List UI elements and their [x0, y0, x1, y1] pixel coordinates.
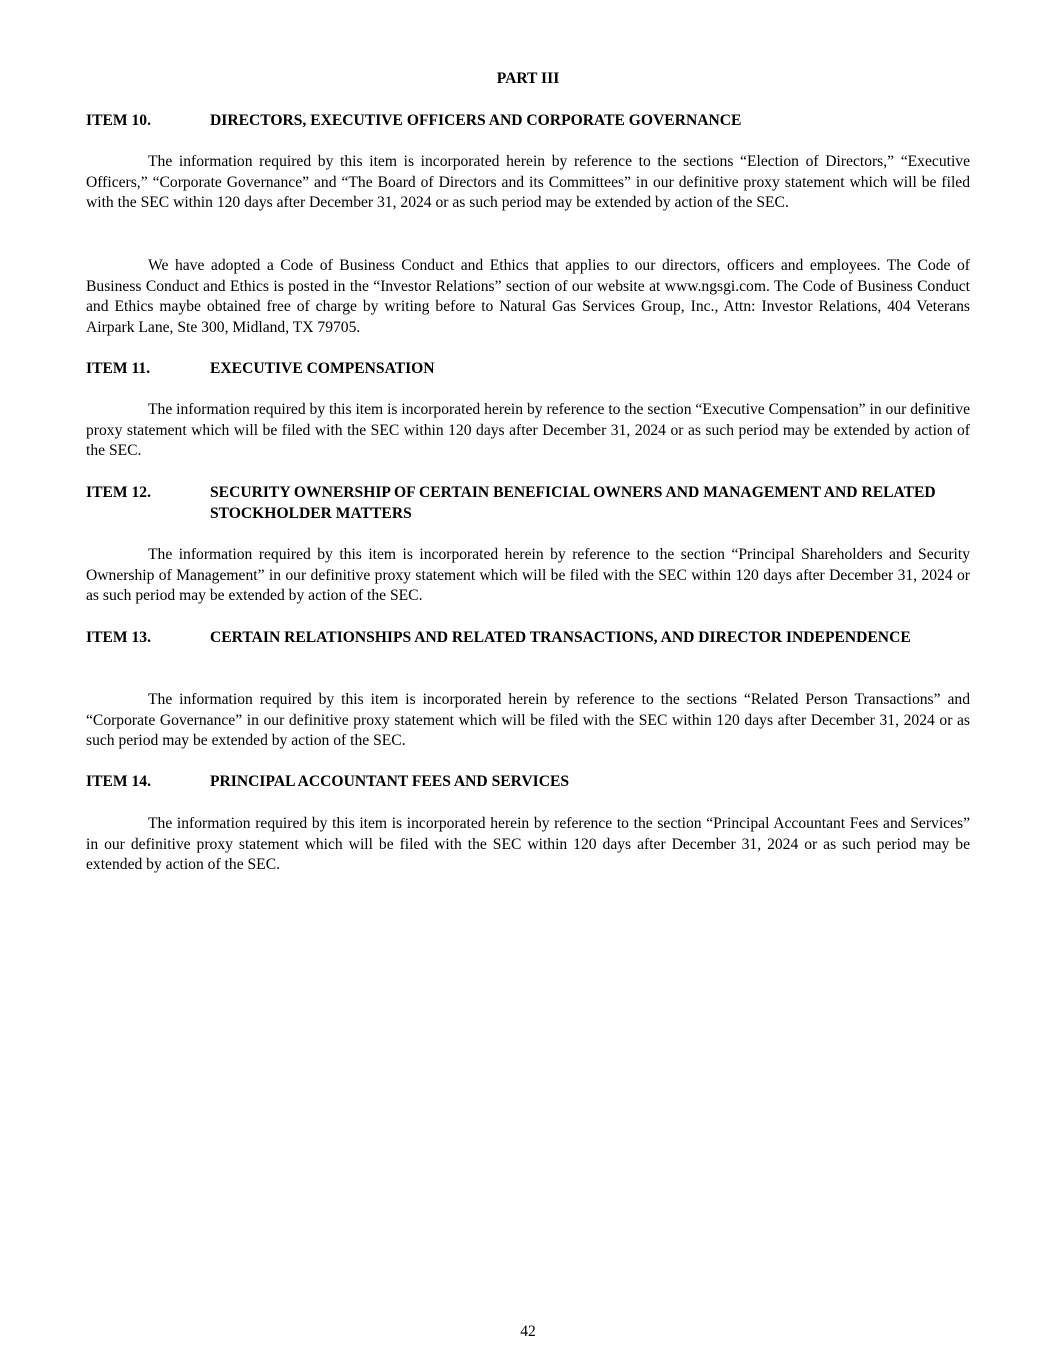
item-14-paragraph: The information required by this item is incorporated herein by reference to the section “Principal Accountant Fees and Services” in our definitive proxy statement which will be filed with the SEC within 120 days after December 31, 2024 or as such period may be extended by action of the SEC. — [86, 815, 970, 874]
item-13-paragraph: The information required by this item is incorporated herein by reference to the sections “Related Person Transactions” and “Corporate Governance” in our definitive proxy statement which will be filed with the SEC within 120 days after December 31, 2024 or as such period may be extended by action of the SEC. — [86, 691, 970, 750]
item-number: ITEM 14. — [86, 773, 151, 790]
item-title: SECURITY OWNERSHIP OF CERTAIN BENEFICIAL OWNERS AND MANAGEMENT AND RELATED STOCKHOLDER MATTERS — [210, 484, 936, 522]
item-10-paragraph-1: The information required by this item is incorporated herein by reference to the sections “Election of Directors,” “Executive Officers,” “Corporate Governance” and “The Board of Directors and its Committees” in our definitive proxy statement which will be filed with the SEC within 120 days after December 31, 2024 or as such period may be extended by action of the SEC. — [86, 153, 970, 212]
item-title: PRINCIPAL ACCOUNTANT FEES AND SERVICES — [210, 773, 570, 790]
item-number: ITEM 10. — [86, 112, 151, 129]
item-number: ITEM 11. — [86, 360, 151, 377]
item-title: EXECUTIVE COMPENSATION — [210, 360, 435, 377]
item-12-paragraph: The information required by this item is incorporated herein by reference to the section “Principal Shareholders and Security Ownership of Management” in our definitive proxy statement which will be filed with the SEC within 120 days after December 31, 2024 or as such period may be extended by action of the SEC. — [86, 546, 970, 605]
item-title: DIRECTORS, EXECUTIVE OFFICERS AND CORPORATE GOVERNANCE — [210, 112, 742, 129]
document-page — [86, 0, 970, 1365]
item-title: CERTAIN RELATIONSHIPS AND RELATED TRANSACTIONS, AND DIRECTOR INDEPENDENCE — [210, 629, 911, 646]
item-10-paragraph-2: We have adopted a Code of Business Conduct and Ethics that applies to our directors, officers and employees. The Code of Business Conduct and Ethics is posted in the “Investor Relations” section of our website at www.ngsgi.com. The Code of Business Conduct and Ethics maybe obtained free of charge by writing before to Natural Gas Services Group, Inc., Attn: Investor Relations, 404 Veterans Airpark Lane, Ste 300, Midland, TX 79705. — [86, 257, 970, 336]
page-number: 42 — [520, 1323, 536, 1340]
item-number: ITEM 12. — [86, 484, 151, 501]
item-11-paragraph: The information required by this item is incorporated herein by reference to the section “Executive Compensation” in our definitive proxy statement which will be filed with the SEC within 120 days after December 31, 2024 or as such period may be extended by action of the SEC. — [86, 401, 970, 460]
item-number: ITEM 13. — [86, 629, 151, 646]
part-title: PART III — [496, 70, 560, 87]
